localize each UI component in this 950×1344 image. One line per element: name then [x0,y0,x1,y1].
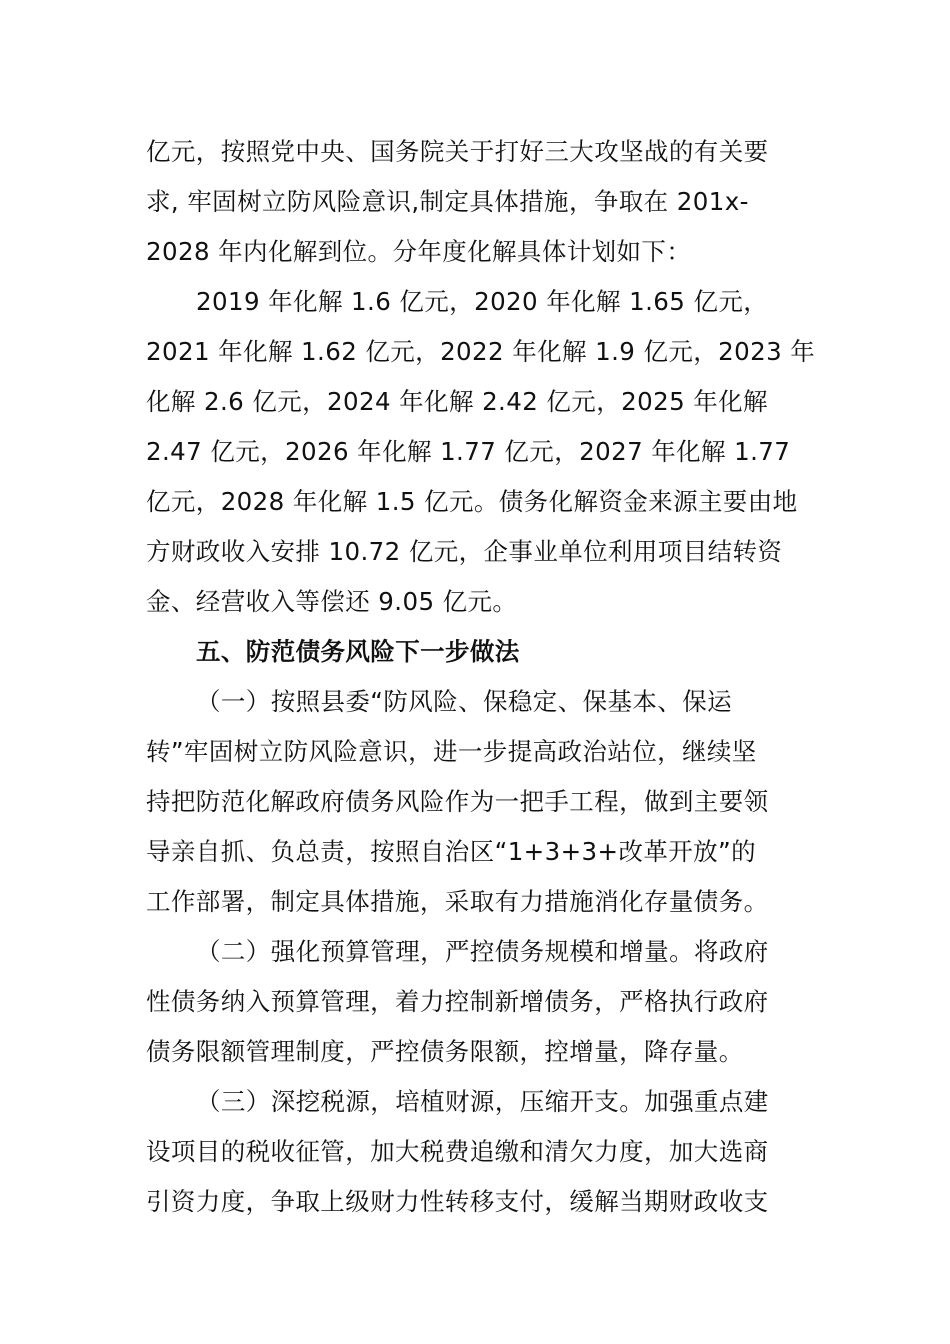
paragraph-line: （二）强化预算管理，严控债务规模和增量。将政府 [196,937,769,966]
paragraph-line: 2019 年化解 1.6 亿元，2020 年化解 1.65 亿元， [196,287,769,316]
paragraph-line: 设项目的税收征管，加大税费追缴和清欠力度，加大选商 [146,1137,769,1166]
paragraph-line: 化解 2.6 亿元，2024 年化解 2.42 亿元，2025 年化解 [146,387,768,416]
paragraph-line: 债务限额管理制度，严控债务限额，控增量，降存量。 [146,1037,744,1066]
paragraph-line: 转”牢固树立防风险意识，进一步提高政治站位，继续坚 [146,737,757,766]
paragraph-line: 引资力度，争取上级财力性转移支付，缓解当期财政收支 [146,1187,769,1216]
paragraph-line: 工作部署，制定具体措施，采取有力措施消化存量债务。 [146,887,769,916]
paragraph-line: 2021 年化解 1.62 亿元，2022 年化解 1.9 亿元，2023 年 [146,337,816,366]
paragraph-line: 金、经营收入等偿还 9.05 亿元。 [146,587,518,616]
paragraph-line: 导亲自抓、负总责，按照自治区“1+3+3+改革开放”的 [146,837,757,866]
section-heading: 五、防范债务风险下一步做法 [196,637,520,666]
paragraph-line: 方财政收入安排 10.72 亿元，企事业单位利用项目结转资 [146,537,783,566]
paragraph-line: 2028 年内化解到位。分年度化解具体计划如下： [146,237,692,266]
paragraph-line: 亿元，按照党中央、国务院关于打好三大攻坚战的有关要 [146,137,769,166]
paragraph-line: 亿元，2028 年化解 1.5 亿元。债务化解资金来源主要由地 [146,487,798,516]
paragraph-line: 2.47 亿元，2026 年化解 1.77 亿元，2027 年化解 1.77 [146,437,791,466]
paragraph-line: 持把防范化解政府债务风险作为一把手工程，做到主要领 [146,787,769,816]
paragraph-line: 求, 牢固树立防风险意识,制定具体措施，争取在 201x- [146,187,749,216]
paragraph-line: （三）深挖税源，培植财源，压缩开支。加强重点建 [196,1087,769,1116]
paragraph-line: 性债务纳入预算管理，着力控制新增债务，严格执行政府 [146,987,769,1016]
paragraph-line: （一）按照县委“防风险、保稳定、保基本、保运 [196,687,732,716]
